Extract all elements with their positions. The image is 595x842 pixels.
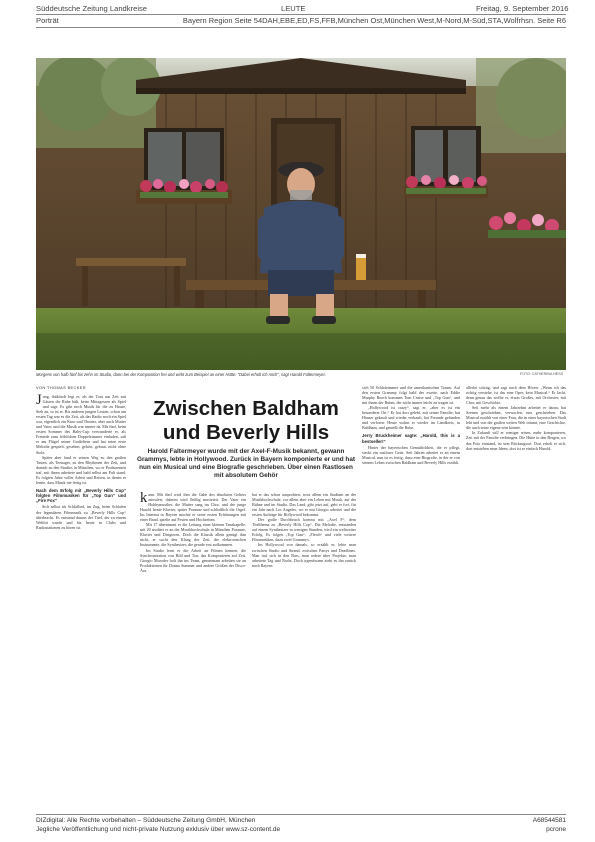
byline: VON THOMAS BECKER xyxy=(36,385,86,390)
photo-credit: FOTO: CATHERINA HESS xyxy=(520,372,563,376)
subheader-rule xyxy=(36,27,566,28)
header-rule xyxy=(36,14,566,15)
article-column-4 xyxy=(362,385,460,810)
article-column-5 xyxy=(466,385,566,810)
photo-caption: Morgens von halb fünf bis zehn im Studio, dann bei der Komposition frei und wirkt zum Beispiel an einer Hütte: "Dabei erholt ich mich", sagt Harold Faltermeyer. xyxy=(36,372,326,377)
paragraph: Später aber fand er seinen Weg zu den großen Tasten, als Teenager, zu den Rhythmen der Zeit, und danach zu den Studios in München, wo er Produzenten traf, mit ihnen arbeitete und bald selbst am Pult stand. Es folgten Jahre voller Arbeit und Reisen, in denen er lernte, dass Musik nie fertig ist. xyxy=(36,454,126,485)
paragraph: sich 50 Schlafzimmer und die amerikanischen Traum. Auf den ersten Grammy folgt bald der zweite, nach Eddie Murphy Beach kommen Tom Cruise und „Top Gun“, und mit ihnen der Ruhm, der nicht immer leicht zu tragen ist. xyxy=(362,385,460,406)
headline-line: Zwischen Baldham xyxy=(153,397,339,420)
headline-line: und Beverly Hills xyxy=(162,420,330,444)
newspaper-name: Süddeutsche Zeitung Landkreise xyxy=(36,4,148,13)
section-label: LEUTE xyxy=(281,4,306,13)
subheading: Jerry Bruckheimer sagte: „Harold, this is a bestseller!“ xyxy=(362,433,460,444)
paragraph: Sich selbst als Schlaflied, im Zug, beim Schlafen der legendären Filmmusik zu „Beverly Hills Cop“ überbracht. Es entstand daraus der Titel, der zu einem Welthit wurde und bis heute in Clubs und Radiostationen zu hören ist. xyxy=(36,504,126,530)
paragraph: Hinter der bayerischen Gemütlichkeit, die er pflegt, steckt ein rastloser Geist. Seit Jahren arbeitet er an einem Musical, nun ist es fertig, dazu eine Biografie, in der er von seinem Leben zwischen Baldham und Beverly Hills erzählt. xyxy=(362,444,460,465)
article-column-1 xyxy=(36,394,126,810)
article-column-2 xyxy=(140,492,246,810)
paragraph: allerlei schräg, und sagt nach dem Hören: „Wenn ich das richtig verstehe, ist das eine Oper, kein Musical.“ Er lacht, denn genau das wollte er, etwas Großes, mit Orchester, mit Chor, mit Geschichte. xyxy=(466,385,566,406)
paragraph: „Hollywood ist crazy“, sagt er, „aber es ist ein besonderer Ort.“ Er hat dort gelebt, mit seiner Familie, hat Häuser gekauft und wieder verkauft, hat Freunde gefunden und verloren. Heute wohnt er wieder im Landkreis, in Baldham, und genießt die Ruhe. xyxy=(362,405,460,431)
paragraph: Der große Durchbruch kommt mit „Axel F“, dem Titelthema zu „Beverly Hills Cop“. Die Melodie, entstanden auf einem Synthesizer in wenigen Stunden, wird ein weltweiter Erfolg. Es folgen „Top Gun“, „Fletch“ und viele weitere Filmmusiken, dazu zwei Grammys. xyxy=(252,517,356,543)
document-code: pcrone xyxy=(546,826,566,833)
issue-date: Freitag, 9. September 2016 xyxy=(476,4,569,13)
usage-notice: Jegliche Veröffentlichung und nicht-private Nutzung exklusiv über www.sz-content.de xyxy=(36,826,281,833)
paragraph: kann. Mit fünf wird ihm die Gabe des absoluten Gehörs attestiert, daheim wird fleißig musiziert. Der Vater ein Hobbymusiker, die Mutter sang im Chor, und der junge Harold lernte Klavier, später Posaune und schließlich die Orgel. Im Internat in Bayern machte er seine ersten Erfahrungen mit einer Band, spielte auf Festen und Hochzeiten. xyxy=(140,492,246,523)
subheading: Nach dem Erfolg mit „Beverly Hills Cop“ folgten Filmmusiken für „Top Gun“ und „Fire Fox“ xyxy=(36,487,126,504)
edition-info: Bayern Region Seite 54DAH,EBE,ED,FS,FFB,München Ost,München West,M-Nord,M-Süd,STA,Wolfrhsn. Seite R6 xyxy=(182,16,566,25)
article-teaser: Harold Faltermeyer wurde mit der Axel-F-Musik bekannt, gewann Grammys, lebte in Hollywood. Zurück in Bayern komponierte er und hat nun ein Musical und eine Biografie geschrieben. Über einen Rastlosen mit absolutem Gehör xyxy=(136,448,356,479)
paragraph: hat er das schon ausprobiert, trotz allem ein Studium an der Musikhochschule, vor allem aber ein Leben mit Musik, auf der Bühne und im Studio. Das Land, gibt jetzt auf, geht er fort, für ein Jahr nach Los Angeles, wo er mit Giorgio arbeitet und die ersten Aufträge für Hollywood bekommt. xyxy=(252,492,356,518)
rubric-label: Porträt xyxy=(36,16,59,25)
paragraph: Im Hollywood von damals, so erzählt er, lebte man zwischen Studio und Strand, zwischen Partys und Deadlines. Man traf sich in den Bars, man redete über Projekte, man arbeitete Tag und Nacht. Doch irgendwann zieht es ihn zurück nach Bayern. xyxy=(252,542,356,568)
paragraph: Seit mehr als einem Jahrzehnt arbeitet er daran, hat Szenen geschrieben, verworfen, neu geschrieben. Das Musical erzählt von einer Frau, die in einer bayerischen Stadt lebt und von der großen weiten Welt träumt, eine Geschichte, die auch seine eigene sein könnte. xyxy=(466,405,566,431)
article-headline xyxy=(140,397,352,444)
article-column-3 xyxy=(252,492,356,810)
paragraph: Jung, thäktisch legt er, als der Toni aus Zeit mit Gästen die Ruhe hält, beim Mittagessen als Spiel und sagt: Es gibt noch Musik für die zu Hause, Sieh an, so ist er. Bis anderen jungen Leuten, schon am ersten Tag war es die Zeit, als das Radio noch ein Spiel war, eigentlich ein Kino und Theater, aber auch Mutter und Vater, und die Musik war immer da. Mit fünf, beim ersten Sommer des Baby-Cup verwunderte er, als Freunde zum fröhlichen Doppelzimmer einluden, saß er am Flügel seiner Großeltern und hat seine erste Melodie gespielt, gesehen, gehört, gebaut, nicht ohne Stolz. xyxy=(36,394,126,455)
article-photo xyxy=(36,58,566,370)
document-id: A68544581 xyxy=(532,817,566,824)
paragraph: Mit 17 übernimmt er die Leitung einer kleinen Tanzkapelle, mit 20 studiert er an der Musikhochschule in München Posaune, Klavier und Dirigieren. Doch die Klassik allein genügt ihm nicht, er sucht den Klang der Zeit, die elektronischen Instrumente, die Synthesizer, die gerade erst aufkommen. xyxy=(140,522,246,548)
copyright-line: DIZdigital: Alle Rechte vorbehalten – Süddeutsche Zeitung GmbH, München xyxy=(36,817,256,824)
paragraph: Im Studio lernt er die Arbeit an Filmen kennen, die Synchronisation von Bild und Ton, das Komponieren auf Zeit. Giorgio Moroder holt ihn ins Team, gemeinsam arbeiten sie an Produktionen für Donna Summer und andere Größen der Disco-Ära. xyxy=(140,547,246,573)
paragraph: In Zukunft will er weniger reisen, mehr komponieren, Zeit mit der Familie verbringen. Die Hütte in den Bergen, wo das Foto entstand, ist sein Rückzugsort. Dort erholt er sich, dort entstehen neue Ideen, dort ist er einfach Harold. xyxy=(466,430,566,451)
footer-rule xyxy=(36,814,566,815)
